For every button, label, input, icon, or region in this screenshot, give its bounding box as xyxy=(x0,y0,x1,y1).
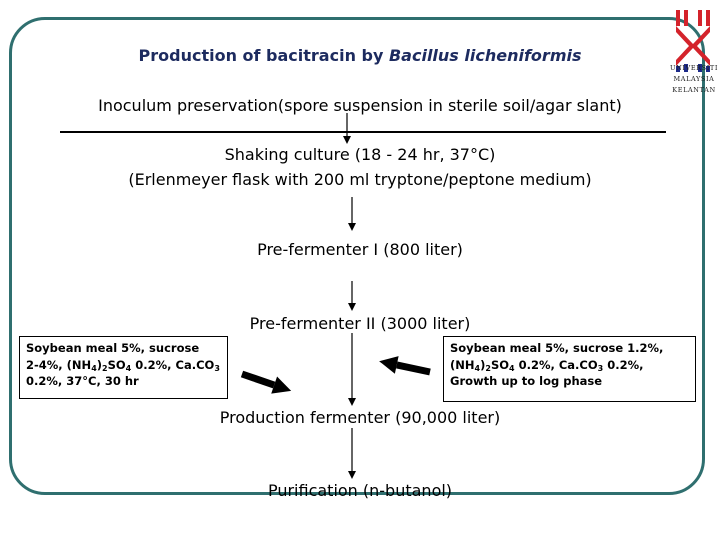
organism-name: Bacillus licheniformis xyxy=(388,46,582,65)
logo-text-malaysia: MALAYSIA xyxy=(673,75,715,83)
step-shaking-culture: Shaking culture (18 - 24 hr, 37°C) xyxy=(224,145,496,164)
page-title: Production of bacitracin by Bacillus licheniformis xyxy=(138,46,582,65)
step-prefermenter-1: Pre-fermenter I (800 liter) xyxy=(257,240,463,259)
arrow-left-input xyxy=(239,365,294,399)
left-box-line-3: 0.2%, 37°C, 30 hr xyxy=(26,374,139,389)
left-box-line-2: 2-4%, $(NH_4)_2SO_4$ 0.2%, $Ca.CO_3$ xyxy=(26,357,220,373)
step-shaking-medium: (Erlenmeyer flask with 200 ml tryptone/peptone medium) xyxy=(128,170,592,189)
logo-text-kelantan: KELANTAN xyxy=(672,86,716,94)
step-prefermenter-2: Pre-fermenter II (3000 liter) xyxy=(249,314,471,333)
step-production-fermenter: Production fermenter (90,000 liter) xyxy=(219,408,501,427)
right-box-line-1: Soybean meal 5%, sucrose 1.2%, xyxy=(450,341,664,355)
step-purification: Purification (n-butanol) xyxy=(267,481,453,500)
arrow-right-input xyxy=(377,352,432,380)
right-conditions-box xyxy=(443,336,696,402)
left-conditions-box xyxy=(19,336,228,399)
right-box-line-2: $(NH_4)_2SO_4$ 0.2%, $Ca.CO_3$ 0.2%, xyxy=(450,357,644,373)
left-box-line-1: Soybean meal 5%, sucrose xyxy=(26,341,200,355)
step-inoculum: Inoculum preservation(spore suspension in sterile soil/agar slant) xyxy=(98,96,622,115)
logo-text-universiti: UNIVERSITI xyxy=(670,64,718,72)
right-box-line-3: Growth up to log phase xyxy=(450,374,603,389)
